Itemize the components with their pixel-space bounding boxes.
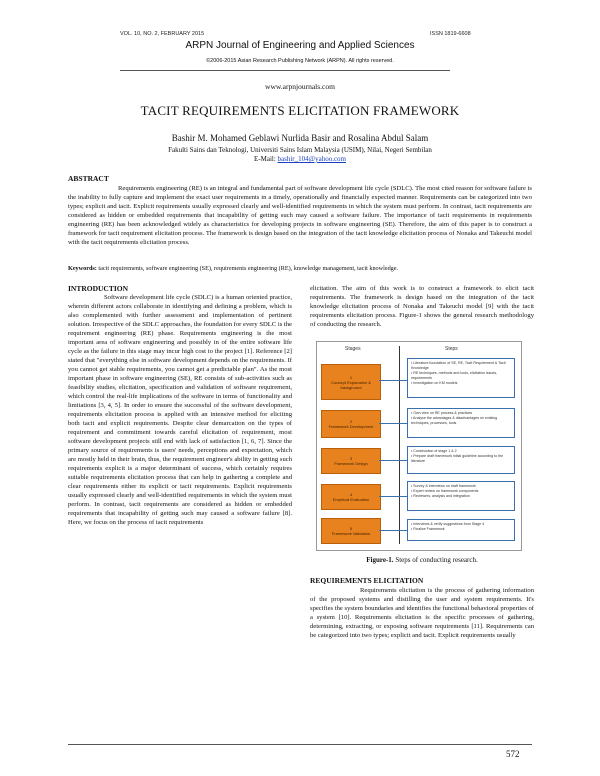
connector-arrow: [379, 496, 407, 497]
step-item: • Literature foundation of SE, RE, Tacit Requirement & Tacit Knowledge: [411, 361, 506, 370]
stage-label: Concept Exploration & background: [331, 379, 371, 390]
connector-arrow: [379, 460, 407, 461]
connector-arrow: [379, 530, 407, 531]
connector-arrow: [379, 380, 407, 381]
figure-caption-label: Figure-1.: [366, 556, 394, 564]
stage-box-1: [321, 364, 381, 400]
step-item: • Interviews & verify suggestions from Stage 4: [411, 522, 485, 526]
step-item: • Survey & interviews on draft framework: [411, 484, 476, 488]
figure-column-stages: Stages: [345, 346, 361, 352]
steps-box-2: [407, 408, 515, 438]
steps-box-3: [407, 446, 515, 474]
introduction-continuation: elicitation. The aim of this work is to construct a framework to elicit tacit requirements. The framework is design based on the integration of the tacit knowledge elicitation process of Nonaka and Takeuchi model [9] with the tacit requirements elicitation process. Figure-1 shows the general research methodology of conducting the research.: [310, 285, 534, 328]
email-label: E-Mail:: [254, 155, 276, 163]
figure-divider: [399, 346, 400, 544]
stage-box-2: [321, 410, 381, 438]
steps-box-5: [407, 519, 515, 541]
paper-title: TACIT REQUIREMENTS ELICITATION FRAMEWORK: [140, 103, 460, 118]
stage-label: Empirical Evaluation: [332, 497, 370, 502]
abstract-text: Requirements engineering (RE) is an integral and fundamental part of software development life cycle (SDLC). The most cited reason for software failure is the inability to fully capture and implement the exact user requirements in a timely, operationally and financially expected manner. Requirements can be categorized into two types; explicit and tacit. Explicit requirements usually expressed clearly and well-identified requirements in which the system must perform. In contrast, tacit requirements are considered as hidden or embedded requirements that incapability of getting such may caused a software failure. The importance of tacit requirements in requirements engineering (RE) has been acknowledged widely as characteristics for developing projects in software engineering (SE). Therefore, the aim of this paper is to construct a framework for tacit requirement elicitation process. The framework is design based on the integration of the tacit knowledge elicitation process of Nonaka and Takeuchi model with the tacit requirements elicitation process.: [68, 185, 532, 246]
authors: Bashir M. Mohamed Geblawi Nurlida Basir and Rosalina Abdul Salam: [171, 133, 429, 143]
journal-title: ARPN Journal of Engineering and Applied Sciences: [185, 40, 415, 51]
step-item: • Expert review on framework components: [411, 489, 479, 493]
figure-research-steps: [316, 341, 522, 551]
step-item: • RE techniques, methods and tools, elicitation issues, requirements: [411, 371, 498, 380]
introduction-heading: INTRODUCTION: [68, 284, 129, 293]
introduction-text: Software development life cycle (SDLC) is a human oriented practice, wherein different actors collaborate in identifying and defining a problem, which is also complemented with further assessment and implementation of pertinent solution. Irrespective of the SDLC approaches, the foundation for every SDLC is the requirement engineering (RE) phase. Requirements engineering is the most important area of software engineering and possibly in of the entire software life cycle as the failure in this stage may incur high cost to the project [1]. Reference [2] stated that "everything else in software development depends on the requirements. If you cannot get stable requirements, you cannot get a predictable plan". As the most important phase in software engineering (SE), RE consists of sub-activities such as feasibility studies, elicitation, specification and validation of software requirement, which control the real-life implications of the software in terms of functionality and limitations [3, 4, 5]. In order to ensure the successful of the software development, requirements elicitation process is applied with an intensive method for eliciting both tacit and explicit requirements. Despite clear demarcation on the types of requirement and commitment towards careful elicitation of requirement, most software development projects still end with lack of satisfaction [1, 6, 7]. Since the primary source of requirements is users' needs, perceptions and expectation, which are mostly held in their brain, thus, the requirement engineer's ability in getting such requirements explicit is a major determinant of success, which certainly requires suitable requirements elicitation process that can help in gathering a complete and clear requirements either its explicit or tacit requirements. Explicit requirements usually expressed clearly and well-identified requirements in which the system must perform. In contrast, tacit requirements are considered as hidden or embedded requirements that incapability of getting such may caused a software failure [8]. Here, we focus on the process of tacit requirements: [68, 294, 292, 526]
step-item: • Construction of stage 1 & 2: [411, 449, 457, 453]
steps-box-4: [407, 481, 515, 511]
abstract-heading: ABSTRACT: [68, 174, 109, 183]
step-item: • Reviewers, analysis and integration: [411, 494, 470, 498]
stage-label: Framework Validation: [331, 531, 371, 536]
stage-number: 3: [349, 456, 353, 461]
stage-box-4: [321, 484, 381, 510]
stage-label: Framework Development: [328, 424, 374, 429]
figure-caption: [310, 556, 534, 564]
page-number: 572: [506, 749, 520, 759]
journal-url[interactable]: www.arpnjournals.com: [265, 82, 335, 91]
stage-number: 2: [349, 419, 353, 424]
issn: ISSN 1819-6608: [430, 31, 471, 37]
stage-number: 4: [349, 492, 353, 497]
header-rule: [120, 70, 450, 71]
stage-box-5: [321, 518, 381, 544]
stage-label: Framework Design: [334, 461, 368, 466]
keywords: [68, 265, 532, 272]
connector-arrow: [379, 423, 407, 424]
email-line: [0, 155, 600, 163]
stage-number: 5: [349, 526, 353, 531]
stage-box-3: [321, 448, 381, 474]
keywords-text: tacit requirements, software engineering (SE), requirements engineering (RE), knowledge management, tacit knowledge.: [98, 265, 399, 272]
step-item: • Finalize Framework: [411, 527, 445, 531]
copyright: ©2006-2015 Asian Research Publishing Network (ARPN). All rights reserved.: [206, 58, 394, 64]
footer-rule: [68, 744, 532, 745]
stage-number: 1: [349, 374, 353, 380]
email-link[interactable]: bashir_104@yahoo.com: [277, 155, 346, 163]
step-item: • Investigation on KM models: [411, 381, 458, 385]
figure-column-steps: Steps: [445, 346, 458, 352]
volume-info: VOL. 10, NO. 2, FEBRUARY 2015: [120, 31, 205, 37]
step-item: • Analyse the advantages & disadvantages on existing techniques, processes, tools: [411, 416, 498, 425]
affiliation: Fakulti Sains dan Teknologi, Universiti Sains Islam Malaysia (USIM), Nilai, Negeri Sembilan: [168, 146, 432, 154]
elicitation-text: Requirements elicitation is the process of gathering information of the proposed systems and distilling the user and system requirements. It's specifies the system boundaries and identifies the functional behavioral properties of a system [10]. Requirements elicitation is the specific processes of gathering, determining, extracting, or exposing software requirements [11]. Requirements can be categorized into two types; explicit and tacit. Explicit requirements usually: [310, 587, 534, 639]
figure-caption-text: Steps of conducting research.: [395, 556, 478, 564]
steps-box-1: [407, 358, 515, 398]
step-item: • Prepare draft framework initial guideline according to the literature: [411, 454, 504, 463]
elicitation-heading: REQUIREMENTS ELICITATION: [310, 576, 424, 585]
keywords-label: Keywords:: [68, 265, 97, 272]
step-item: • Own view on RE process & practices: [411, 411, 473, 415]
